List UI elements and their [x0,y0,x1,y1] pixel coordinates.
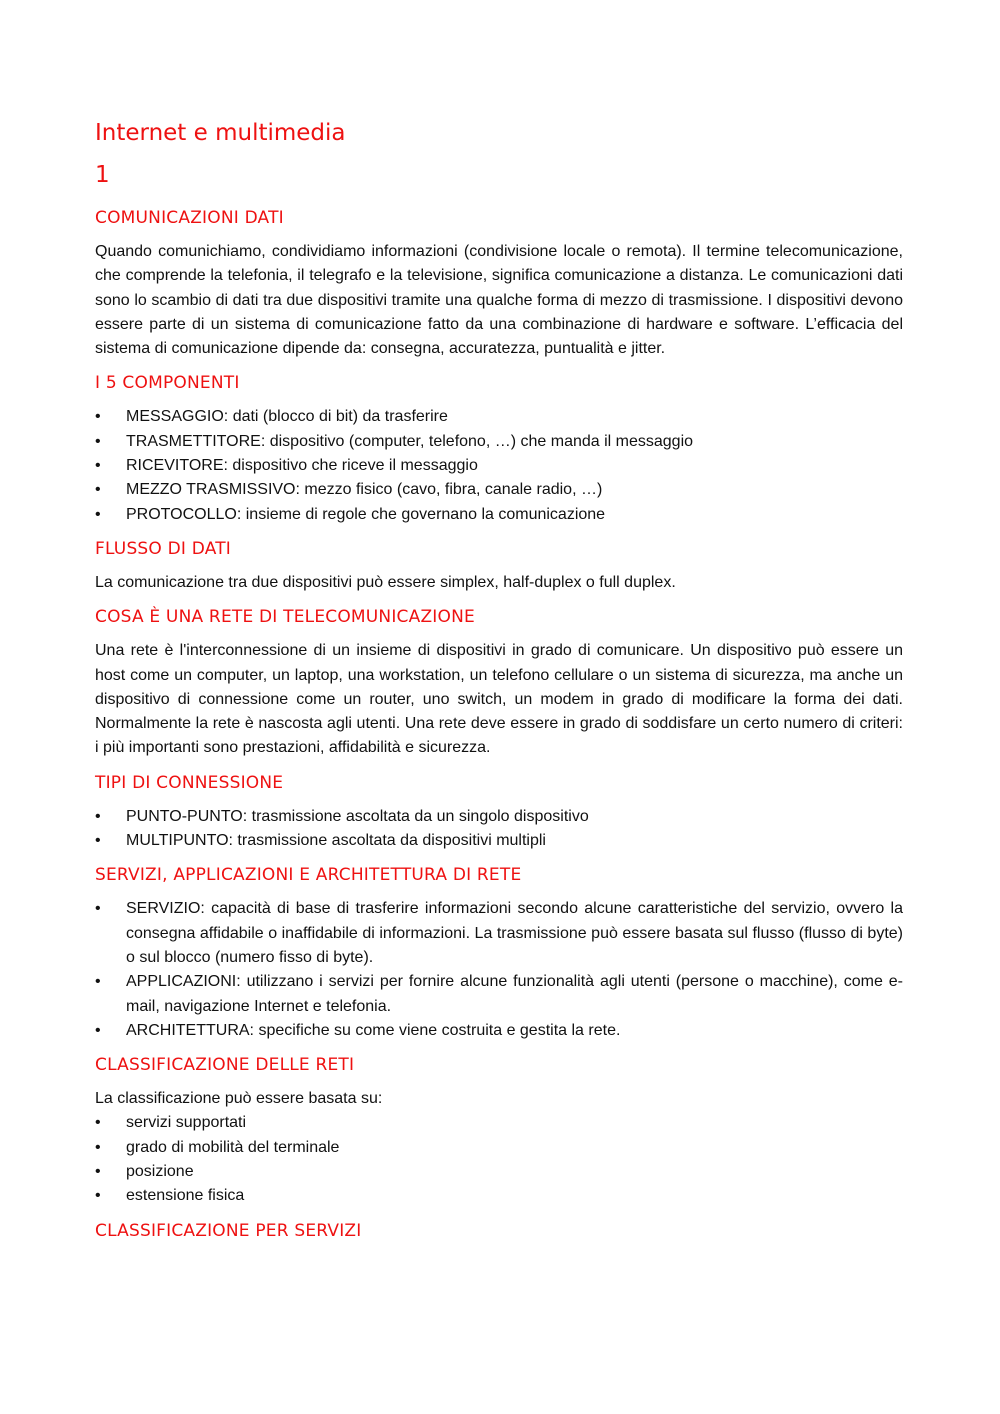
list-item-text: MESSAGGIO: dati (blocco di bit) da trasferire [126,408,448,426]
list-item-text: posizione [126,1163,194,1181]
bullet-icon: • [95,1163,101,1181]
list-item [95,454,903,478]
document-title: Internet e multimedia [95,120,346,146]
heading-servizi: SERVIZI, APPLICAZIONI E ARCHITETTURA DI RETE [95,865,522,886]
bullet-icon: • [95,1187,101,1205]
bullet-icon: • [95,481,101,499]
list-item [95,897,903,970]
bullet-icon: • [95,505,101,523]
list-item [95,1136,903,1160]
bullet-icon: • [95,408,101,426]
paragraph-comunicazioni-dati: Quando comunichiamo, condividiamo informazioni (condivisione locale o remota). Il termine telecomunicazione, che comprende la telefonia, il telegrafo e la televisione, significa comunicazione a distanza. Le comunicazioni dati sono lo scambio di dati tra due dispositivi tramite una qualche forma di mezzo di trasmissione. I dispositivi devono essere parte di un sistema di comunicazione fatto da una combinazione di hardware e software. L’efficacia del sistema di comunicazione dipende da: consegna, accuratezza, puntualità e jitter. [95,243,903,358]
list-item-text: PROTOCOLLO: insieme di regole che governano la comunicazione [126,505,606,523]
heading-classificazione-servizi: CLASSIFICAZIONE PER SERVIZI [95,1220,362,1241]
list-servizi [95,897,903,1043]
bullet-icon: • [95,900,101,918]
paragraph-classificazione-intro: La classificazione può essere basata su: [95,1090,383,1108]
paragraph-rete: Una rete è l'interconnessione di un insieme di dispositivi in grado di comunicare. Un dispositivo può essere un host come un computer, un laptop, una workstation, un telefono cellulare o un sistema di sicurezza, ma anche un dispositivo di connessione come un router, uno switch, un modem in grado di modificare la forma dei dati. Normalmente la rete è nascosta agli utenti. Una rete deve essere in grado di soddisfare un certo numero di criteri: i più importanti sono prestazioni, affidabilità e sicurezza. [95,642,903,757]
heading-rete: COSA È UNA RETE DI TELECOMUNICAZIONE [95,607,475,628]
list-item-text: grado di mobilità del terminale [126,1138,340,1156]
heading-classificazione: CLASSIFICAZIONE DELLE RETI [95,1055,355,1076]
list-item-text: ARCHITETTURA: specifiche su come viene costruita e gestita la rete. [126,1021,621,1039]
bullet-icon: • [95,1114,101,1132]
bullet-icon: • [95,457,101,475]
list-item [95,503,903,527]
heading-flusso-dati: FLUSSO DI DATI [95,538,232,559]
list-item [95,478,903,502]
list-item [95,970,903,1019]
paragraph-flusso-dati: La comunicazione tra due dispositivi può essere simplex, half-duplex o full duplex. [95,573,676,591]
list-componenti [95,405,903,526]
list-item-text: servizi supportati [126,1114,247,1132]
list-item-text: PUNTO-PUNTO: trasmissione ascoltata da un singolo dispositivo [126,807,589,825]
list-item [95,805,903,829]
list-item-text: APPLICAZIONI: utilizzano i servizi per fornire alcune funzionalità agli utenti (persone o macchine), come e-mail, navigazione Internet e telefonia. [126,973,903,1015]
bullet-icon: • [95,432,101,450]
list-item-text: RICEVITORE: dispositivo che riceve il messaggio [126,457,478,475]
document-page [95,112,903,1253]
list-item [95,430,903,454]
list-item [95,1019,903,1043]
bullet-icon: • [95,832,101,850]
heading-componenti: I 5 COMPONENTI [95,373,240,394]
heading-tipi-connessione: TIPI DI CONNESSIONE [95,772,284,793]
list-classificazione [95,1111,903,1208]
chapter-number: 1 [95,162,110,188]
bullet-icon: • [95,973,101,991]
list-item-text: MEZZO TRASMISSIVO: mezzo fisico (cavo, fibra, canale radio, …) [126,481,603,499]
list-item [95,1111,903,1135]
bullet-icon: • [95,1138,101,1156]
list-item [95,1184,903,1208]
bullet-icon: • [95,807,101,825]
bullet-icon: • [95,1021,101,1039]
list-item-text: estensione fisica [126,1187,245,1205]
list-connessione [95,805,903,854]
list-item [95,405,903,429]
list-item-text: SERVIZIO: capacità di base di trasferire informazioni secondo alcune caratteristiche del servizio, ovvero la consegna affidabile o inaffidabile di informazioni. La trasmissione può essere basata sul flusso (flusso di byte) o sul blocco (numero fisso di byte). [126,900,903,966]
list-item-text: MULTIPUNTO: trasmissione ascoltata da dispositivi multipli [126,832,546,850]
list-item-text: TRASMETTITORE: dispositivo (computer, telefono, …) che manda il messaggio [126,432,694,450]
list-item [95,1160,903,1184]
heading-comunicazioni-dati: COMUNICAZIONI DATI [95,208,284,228]
list-item [95,829,903,853]
